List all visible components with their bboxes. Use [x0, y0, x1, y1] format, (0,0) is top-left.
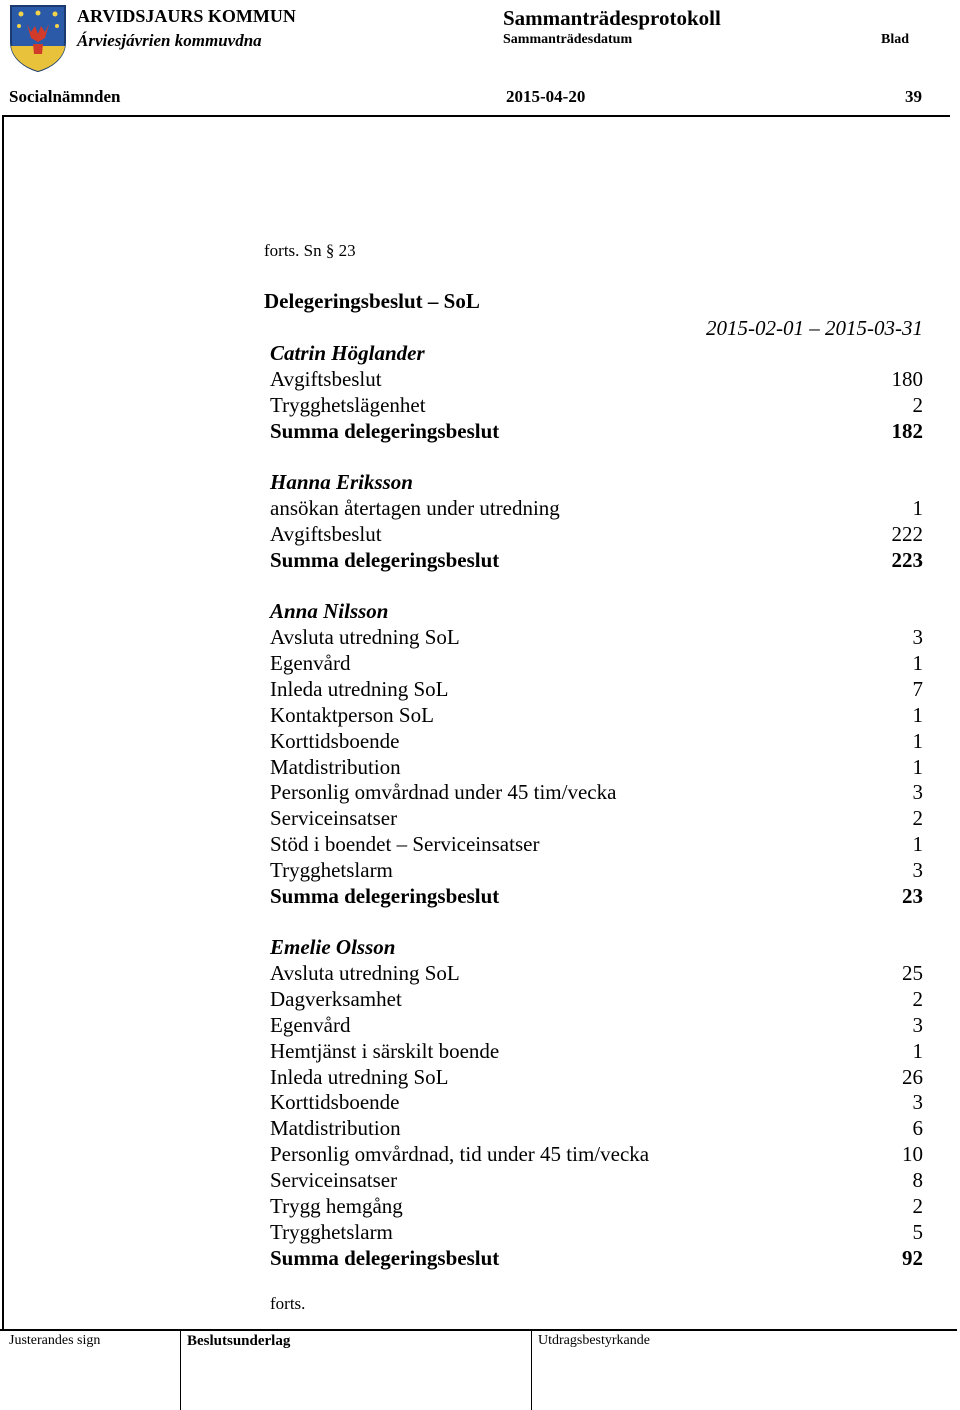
decision-type: Dagverksamhet — [270, 987, 402, 1012]
decision-count: 1 — [912, 496, 923, 521]
decision-row — [270, 961, 923, 987]
decision-row — [270, 625, 923, 651]
decision-count: 1 — [912, 832, 923, 857]
decision-row — [270, 1116, 923, 1142]
officer-name — [270, 470, 923, 496]
decision-row — [270, 1194, 923, 1220]
decision-count: 2 — [912, 987, 923, 1012]
decision-count: 3 — [912, 1012, 923, 1037]
decision-type: Personlig omvårdnad under 45 tim/vecka — [270, 780, 617, 805]
sum-row — [270, 548, 923, 574]
decision-type: Egenvård — [270, 1012, 351, 1037]
decision-count: 1 — [912, 1038, 923, 1063]
decision-row — [270, 703, 923, 729]
sum-value: 23 — [902, 883, 923, 908]
decision-type: Avsluta utredning SoL — [270, 625, 460, 650]
decision-type: Trygghetslägenhet — [270, 392, 426, 417]
sum-row — [270, 419, 923, 445]
reporting-period: 2015-02-01 – 2015-03-31 — [706, 316, 923, 340]
officer-name-text: Catrin Höglander — [270, 341, 425, 365]
group-spacer — [270, 910, 923, 936]
decision-row — [270, 367, 923, 393]
sum-row — [270, 1246, 923, 1272]
decision-row — [270, 651, 923, 677]
sum-row — [270, 884, 923, 910]
decision-count: 7 — [912, 676, 923, 701]
sum-label: Summa delegeringsbeslut — [270, 418, 500, 443]
decision-type: Kontaktperson SoL — [270, 702, 434, 727]
decision-row — [270, 780, 923, 806]
decision-type: Korttidsboende — [270, 1090, 400, 1115]
decision-type: Egenvård — [270, 651, 351, 676]
decision-type: Matdistribution — [270, 1116, 401, 1141]
decision-type: Avsluta utredning SoL — [270, 961, 460, 986]
decision-count: 222 — [891, 521, 923, 546]
decision-type: Avgiftsbeslut — [270, 366, 382, 391]
sum-label: Summa delegeringsbeslut — [270, 547, 500, 572]
decision-type: Matdistribution — [270, 754, 401, 779]
page-number: 39 — [905, 87, 922, 106]
decision-type: Hemtjänst i särskilt boende — [270, 1038, 500, 1063]
decision-count: 25 — [902, 961, 923, 986]
decision-row — [270, 1039, 923, 1065]
decision-count: 1 — [912, 728, 923, 753]
decision-count: 3 — [912, 625, 923, 650]
municipal-coat-of-arms — [9, 4, 67, 72]
group-spacer — [270, 444, 923, 470]
decision-type: Trygghetslarm — [270, 1219, 393, 1244]
officer-name — [270, 341, 923, 367]
header-divider — [2, 115, 950, 117]
organization-subname: Árviesjávrien kommuvdna — [77, 31, 262, 50]
decision-count: 2 — [912, 392, 923, 417]
decision-type: Korttidsboende — [270, 728, 400, 753]
decision-basis-label: Beslutsunderlag — [187, 1333, 291, 1349]
officer-name-text: Anna Nilsson — [270, 599, 389, 624]
page-frame-left — [2, 115, 4, 1330]
meeting-date-label: Sammanträdesdatum — [503, 32, 633, 47]
decision-count: 1 — [912, 651, 923, 676]
decision-row — [270, 1065, 923, 1091]
decision-row — [270, 1142, 923, 1168]
sum-value: 223 — [891, 547, 923, 572]
decision-count: 26 — [902, 1064, 923, 1089]
decision-row — [270, 755, 923, 781]
decision-row — [270, 496, 923, 522]
decision-row — [270, 677, 923, 703]
decision-count: 10 — [902, 1142, 923, 1167]
page-label: Blad — [881, 32, 910, 47]
decision-row — [270, 1090, 923, 1116]
organization-name: ARVIDSJAURS KOMMUN — [77, 6, 296, 26]
decision-type: ansökan återtagen under utredning — [270, 496, 560, 521]
decision-type: Avgiftsbeslut — [270, 521, 382, 546]
certification-label: Utdragsbestyrkande — [538, 1333, 650, 1348]
decision-row — [270, 806, 923, 832]
sum-value: 182 — [891, 418, 923, 443]
committee-name: Socialnämnden — [9, 87, 121, 106]
decision-row — [270, 1220, 923, 1246]
decision-type: Serviceinsatser — [270, 806, 398, 831]
sum-label: Summa delegeringsbeslut — [270, 883, 500, 908]
decision-count: 3 — [912, 780, 923, 805]
decision-count: 3 — [912, 857, 923, 882]
decision-type: Personlig omvårdnad, tid under 45 tim/vecka — [270, 1142, 650, 1167]
officer-name — [270, 599, 923, 625]
officer-name-text: Emelie Olsson — [270, 935, 396, 960]
decision-count: 1 — [912, 754, 923, 779]
footer-divider — [0, 1329, 957, 1331]
decision-count: 180 — [891, 366, 923, 391]
decision-count: 1 — [912, 702, 923, 727]
decision-row — [270, 393, 923, 419]
continued-marker: forts. — [270, 1294, 306, 1313]
decision-count: 2 — [912, 1193, 923, 1218]
officer-name — [270, 935, 923, 961]
decision-row — [270, 522, 923, 548]
decision-row — [270, 858, 923, 884]
decision-row — [270, 729, 923, 755]
sum-value: 92 — [902, 1245, 923, 1270]
signature-label: Justerandes sign — [9, 1333, 101, 1348]
decision-type: Inleda utredning SoL — [270, 1064, 449, 1089]
meeting-date: 2015-04-20 — [506, 87, 586, 106]
decision-type: Trygghetslarm — [270, 857, 393, 882]
decision-type: Inleda utredning SoL — [270, 676, 449, 701]
decision-type: Trygg hemgång — [270, 1193, 403, 1218]
decision-type: Stöd i boendet – Serviceinsatser — [270, 832, 540, 857]
continued-reference: forts. Sn § 23 — [264, 241, 356, 260]
decision-row — [270, 1168, 923, 1194]
footer-column-divider — [531, 1331, 532, 1410]
section-heading: Delegeringsbeslut – SoL — [264, 289, 480, 313]
sum-label: Summa delegeringsbeslut — [270, 1245, 500, 1270]
document-title: Sammanträdesprotokoll — [503, 6, 721, 30]
decision-count: 5 — [912, 1219, 923, 1244]
decision-row — [270, 832, 923, 858]
decision-count: 6 — [912, 1116, 923, 1141]
decision-list — [270, 341, 923, 1271]
officer-name-text: Hanna Eriksson — [270, 470, 413, 495]
decision-row — [270, 1013, 923, 1039]
group-spacer — [270, 574, 923, 600]
decision-count: 8 — [912, 1168, 923, 1192]
decision-count: 2 — [912, 806, 923, 831]
decision-count: 3 — [912, 1090, 923, 1115]
decision-type: Serviceinsatser — [270, 1168, 398, 1192]
footer-column-divider — [180, 1331, 181, 1410]
decision-row — [270, 987, 923, 1013]
